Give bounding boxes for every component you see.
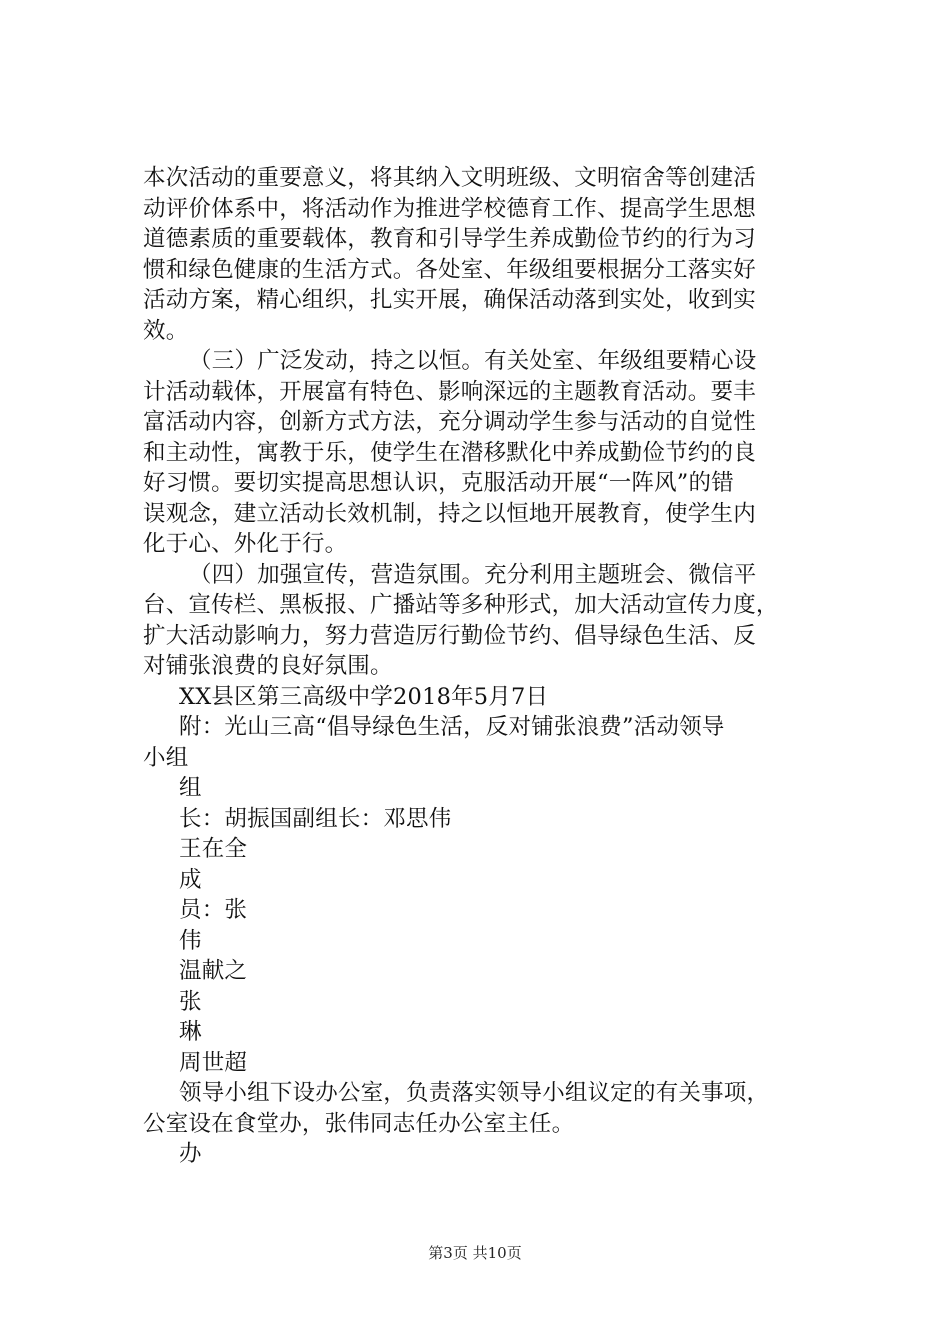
- text-line: 扩大活动影响力，努力营造厉行勤俭节约、倡导绿色生活、反: [143, 622, 756, 649]
- text-line: （四）加强宣传，营造氛围。充分利用主题班会、微信平: [189, 561, 757, 588]
- text-line: 惯和绿色健康的生活方式。各处室、年级组要根据分工落实好: [143, 256, 756, 283]
- text-line: 领导小组下设办公室，负责落实领导小组议定的有关事项，: [179, 1080, 770, 1106]
- text-line: 小组: [143, 744, 189, 771]
- text-line: 公室设在食堂办，张伟同志任办公室主任。: [143, 1110, 575, 1137]
- text-line: 和主动性，寓教于乐，使学生在潜移默化中养成勤俭节约的良: [143, 439, 756, 466]
- text-line: 琳: [179, 1019, 202, 1045]
- text-line: 成: [179, 866, 202, 893]
- text-line: 附：光山三高“倡导绿色生活，反对铺张浪费”活动领导: [179, 714, 725, 740]
- text-line: 好习惯。要切实提高思想认识，克服活动开展“一阵风”的错: [143, 470, 734, 496]
- text-line: 计活动载体，开展富有特色、影响深远的主题教育活动。要丰: [143, 378, 756, 405]
- text-line: 王在全: [179, 836, 248, 862]
- page-footer: 第3页 共10页: [428, 1244, 522, 1262]
- text-line: 张: [179, 988, 202, 1015]
- text-line: 道德素质的重要载体，教育和引导学生养成勤俭节约的行为习: [143, 226, 756, 252]
- text-line: 组: [179, 775, 202, 801]
- text-line: 伟: [179, 927, 202, 954]
- text-line: 温献之: [179, 958, 248, 984]
- text-line: 误观念，建立活动长效机制，持之以恒地开展教育，使学生内: [143, 500, 756, 527]
- text-line: （三）广泛发动，持之以恒。有关处室、年级组要精心设: [189, 348, 757, 374]
- text-line: 员：张: [179, 897, 248, 923]
- text-line: 办: [179, 1141, 202, 1167]
- text-line: 周世超: [179, 1049, 248, 1076]
- text-line: 动评价体系中，将活动作为推进学校德育工作、提高学生思想: [143, 195, 756, 222]
- text-line: 化于心、外化于行。: [143, 531, 348, 557]
- text-line: 台、宣传栏、黑板报、广播站等多种形式，加大活动宣传力度，: [143, 592, 779, 618]
- text-line: 活动方案，精心组织，扎实开展，确保活动落到实处，收到实: [143, 287, 756, 313]
- text-line: 富活动内容，创新方式方法，充分调动学生参与活动的自觉性: [143, 409, 756, 435]
- text-line: 本次活动的重要意义，将其纳入文明班级、文明宿舍等创建活: [143, 165, 756, 191]
- text-line: 长：胡振国副组长：邓思伟: [179, 805, 452, 832]
- text-line: 效。: [143, 317, 189, 344]
- text-line: XX县区第三高级中学2018年5月7日: [179, 683, 549, 710]
- text-line: 对铺张浪费的良好氛围。: [143, 653, 393, 679]
- document-body: [143, 163, 833, 1170]
